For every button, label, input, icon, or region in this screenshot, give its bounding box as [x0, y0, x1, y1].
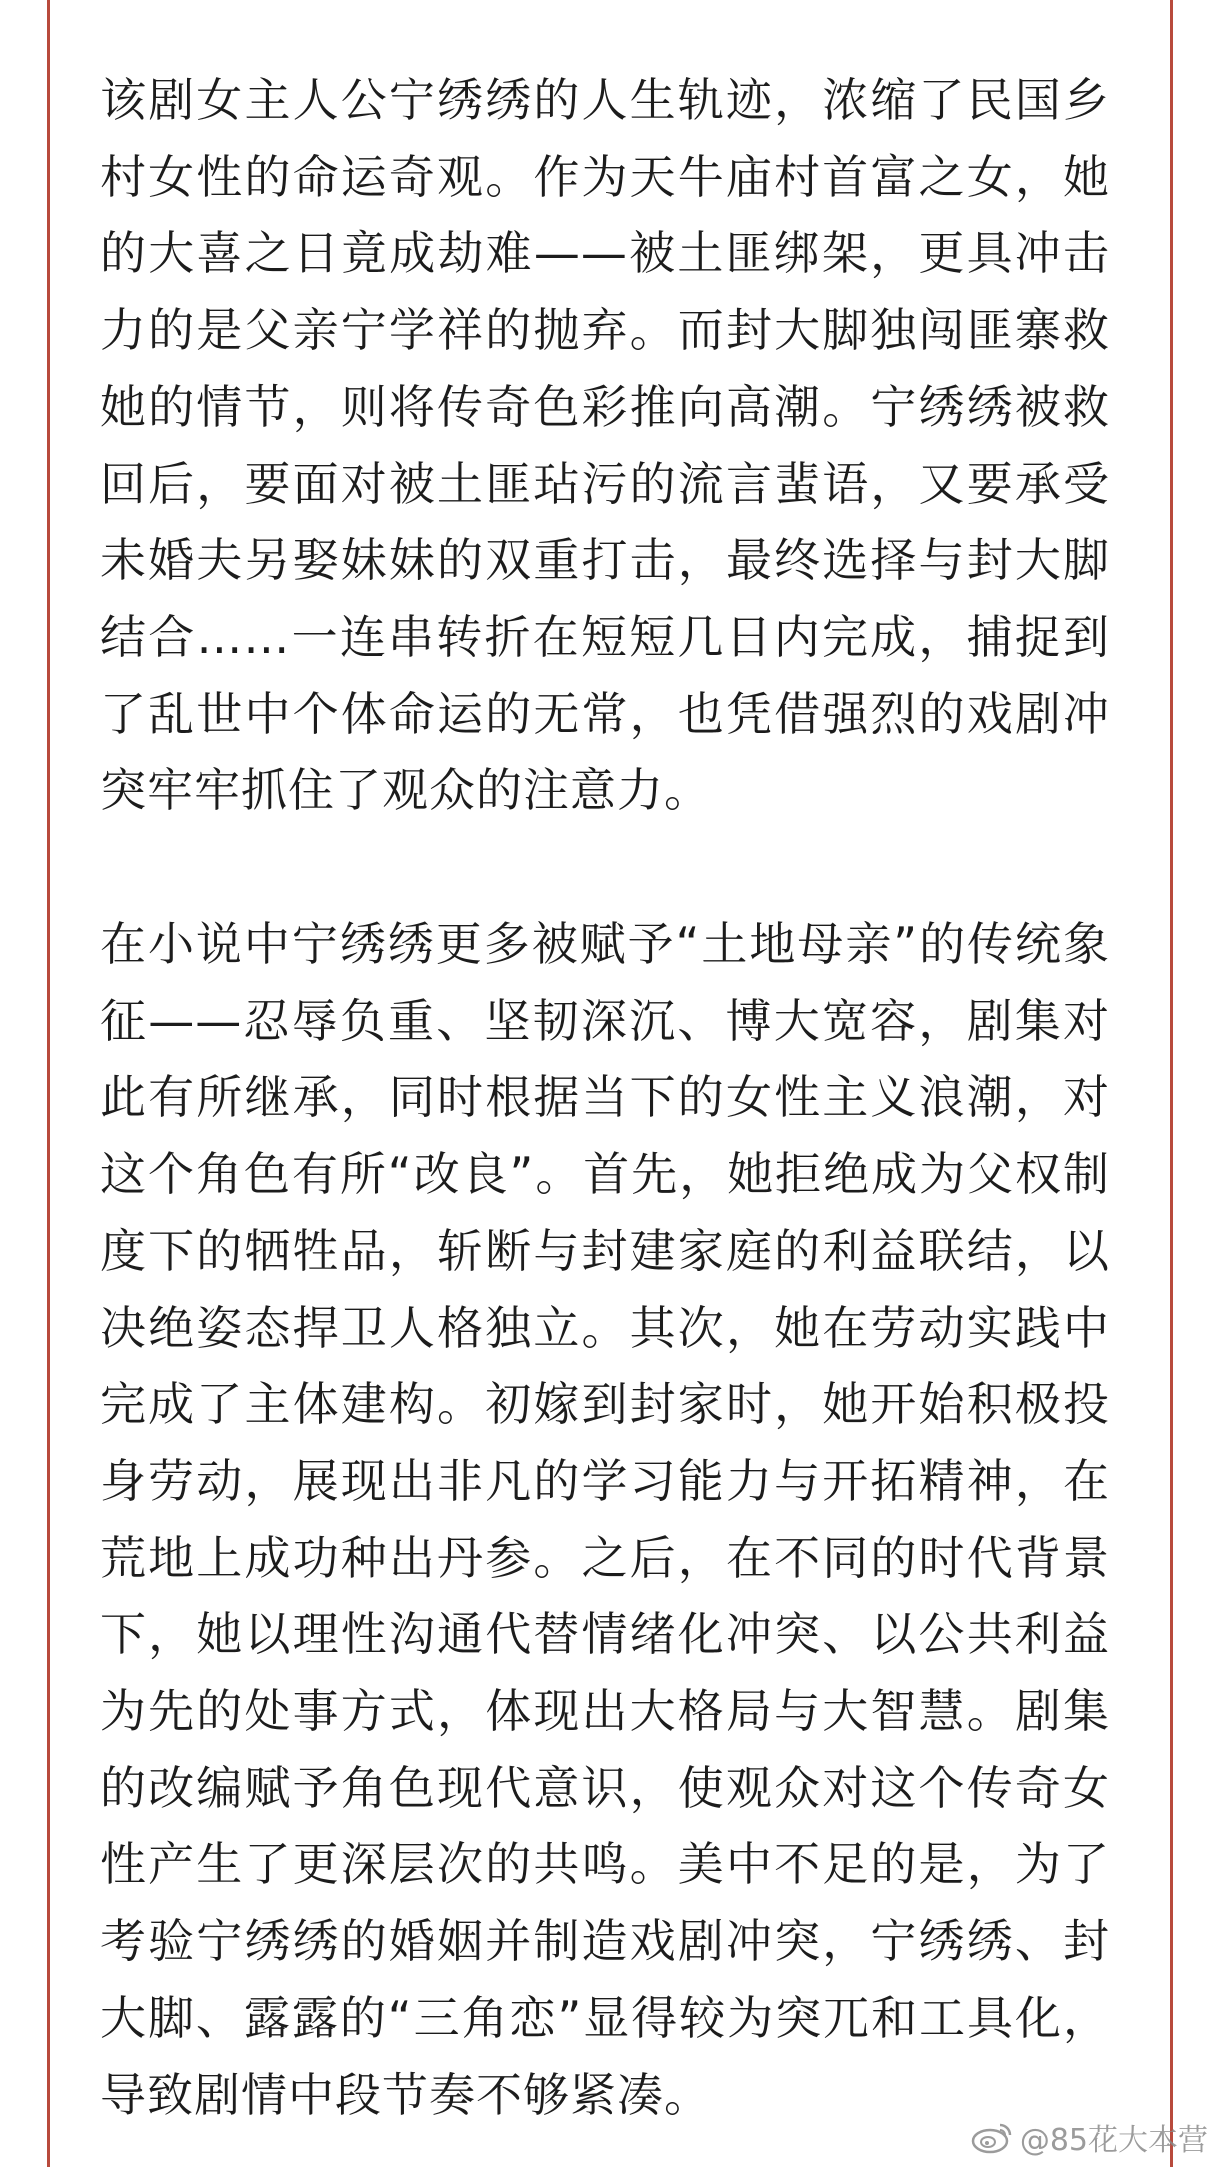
paragraph-2: 在小说中宁绣绣更多被赋予“土地母亲”的传统象征——忍辱负重、坚韧深沉、博大宽容，剧集对此有所继承，同时根据当下的女性主义浪潮，对这个角色有所“改良”。首先，她拒绝成为父权制度下的牺牲品，斩断与封建家庭的利益联结，以决绝姿态捍卫人格独立。其次，她在劳动实践中完成了主体建构。初嫁到封家时，她开始积极投身劳动，展现出非凡的学习能力与开拓精神，在荒地上成功种出丹参。之后，在不同的时代背景下，她以理性沟通代替情绪化冲突、以公共利益为先的处事方式，体现出大格局与大智慧。剧集的改编赋予角色现代意识，使观众对这个传奇女性产生了更深层次的共鸣。美中不足的是，为了考验宁绣绣的婚姻并制造戏剧冲突，宁绣绣、封大脚、露露的“三角恋”显得较为突兀和工具化，导致剧情中段节奏不够紧凑。	[100, 917, 1110, 2122]
watermark	[970, 2115, 1208, 2159]
watermark-text: @85花大本营	[1019, 2123, 1208, 2158]
right-border-line	[1170, 0, 1173, 2167]
paragraph-1: 该剧女主人公宁绣绣的人生轨迹，浓缩了民国乡村女性的命运奇观。作为天牛庙村首富之女，她的大喜之日竟成劫难——被土匪绑架，更具冲击力的是父亲宁学祥的抛弃。而封大脚独闯匪寨救她的情节，则将传奇色彩推向高潮。宁绣绣被救回后，要面对被土匪玷污的流言蜚语，又要承受未婚夫另娶妹妹的双重打击，最终选择与封大脚结合……一连串转折在短短几日内完成，捕捉到了乱世中个体命运的无常，也凭借强烈的戏剧冲突牢牢抓住了观众的注意力。	[100, 73, 1110, 818]
article-body	[100, 62, 1110, 2133]
left-border-line	[47, 0, 50, 2167]
weibo-icon	[970, 2119, 1014, 2155]
